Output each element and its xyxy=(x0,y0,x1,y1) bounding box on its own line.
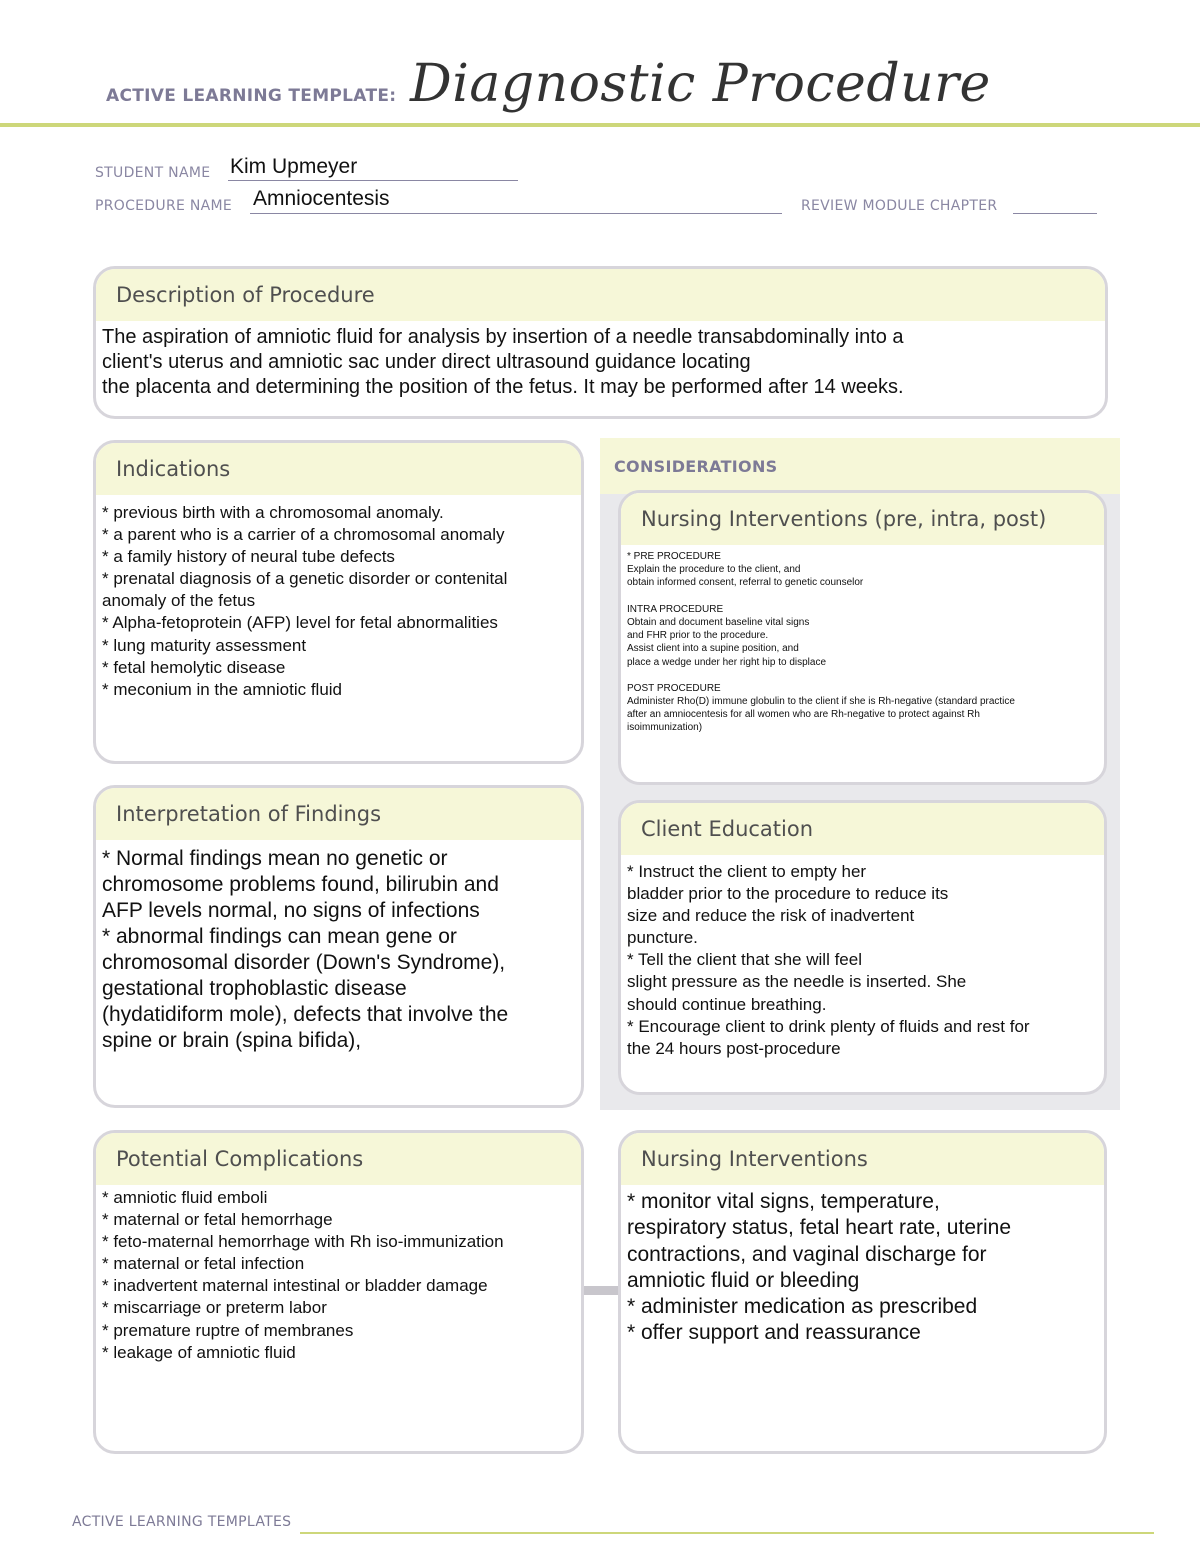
considerations-title: CONSIDERATIONS xyxy=(600,438,1120,494)
page-header xyxy=(106,54,1200,126)
connector-bar xyxy=(583,1286,621,1295)
nursing-pre-intra-post-title: Nursing Interventions (pre, intra, post) xyxy=(621,493,1104,545)
client-education-title: Client Education xyxy=(621,803,1104,855)
interpretation-title: Interpretation of Findings xyxy=(96,788,581,840)
review-module-label: REVIEW MODULE CHAPTER xyxy=(801,198,998,214)
student-name-label: STUDENT NAME xyxy=(95,165,211,181)
nursing-interventions-box xyxy=(618,1130,1107,1454)
procedure-name-line xyxy=(250,213,782,214)
nursing-interventions-text: * monitor vital signs, temperature, respiratory status, fetal heart rate, uterine contractions, and vaginal discharge for amniotic fluid or bleeding * administer medication as prescribed * offer support and reassurance xyxy=(627,1190,1012,1345)
template-label: ACTIVE LEARNING TEMPLATE: xyxy=(106,86,397,106)
page-title: Diagnostic Procedure xyxy=(410,54,991,114)
description-box xyxy=(93,266,1108,419)
footer-rule xyxy=(300,1532,1154,1534)
student-name-value[interactable]: Kim Upmeyer xyxy=(230,155,358,178)
review-module-line[interactable] xyxy=(1013,213,1097,214)
client-education-text: * Instruct the client to empty her bladder prior to the procedure to reduce its size and reduce the risk of inadvertent puncture. * Tell the client that she will feel slight pressure as the needle is inserted. She should continue breathing. * Encourage client to drink plenty of fluids and rest for the 24 hours post-procedure xyxy=(627,862,1030,1058)
interpretation-box xyxy=(93,785,584,1108)
nursing-pre-intra-post-text: * PRE PROCEDURE Explain the procedure to the client, and obtain informed consent, referral to genetic counselor INTRA PROCEDURE Obtain and document baseline vital signs and FHR prior to the procedure. Assist client into a supine position, and place a wedge under her right hip to displace POST PROCEDURE Administer Rho(D) immune globulin to the client if she is Rh-negative (standard practice after an amniocentesis for all women who are Rh-negative to protect against Rh isoimmunization) xyxy=(627,551,1015,734)
indications-title: Indications xyxy=(96,443,581,495)
nursing-pre-intra-post-box xyxy=(618,490,1107,785)
description-text: The aspiration of amniotic fluid for analysis by insertion of a needle transabdominally into a client's uterus and amniotic sac under direct ultrasound guidance locating the placenta and determining the position of the fetus. It may be performed after 14 weeks. xyxy=(102,326,904,398)
complications-box xyxy=(93,1130,584,1454)
student-name-line xyxy=(228,180,518,181)
complications-title: Potential Complications xyxy=(96,1133,581,1185)
description-title: Description of Procedure xyxy=(96,269,1105,321)
header-rule xyxy=(0,123,1200,127)
footer-label: ACTIVE LEARNING TEMPLATES xyxy=(72,1514,292,1530)
complications-text: * amniotic fluid emboli * maternal or fetal hemorrhage * feto-maternal hemorrhage with Rh iso-immunization * maternal or fetal infection * inadvertent maternal intestinal or bladder damage * miscarriage or preterm labor * premature ruptre of membranes * leakage of amniotic fluid xyxy=(102,1188,504,1362)
indications-box xyxy=(93,440,584,764)
indications-text: * previous birth with a chromosomal anomaly. * a parent who is a carrier of a chromosomal anomaly * a family history of neural tube defects * prenatal diagnosis of a genetic disorder or contenital anomaly of the fetus * Alpha-fetoprotein (AFP) level for fetal abnormalities * lung maturity assessment * fetal hemolytic disease * meconium in the amniotic fluid xyxy=(102,503,508,699)
procedure-name-value[interactable]: Amniocentesis xyxy=(253,187,390,210)
client-education-box xyxy=(618,800,1107,1095)
nursing-interventions-title: Nursing Interventions xyxy=(621,1133,1104,1185)
procedure-name-label: PROCEDURE NAME xyxy=(95,198,233,214)
interpretation-text: * Normal findings mean no genetic or chromosome problems found, bilirubin and AFP levels normal, no signs of infections * abnormal findings can mean gene or chromosomal disorder (Down's Syndrome), gestational trophoblastic disease (hydatidiform mole), defects that involve the spine or brain (spina bifida), xyxy=(102,847,509,1053)
